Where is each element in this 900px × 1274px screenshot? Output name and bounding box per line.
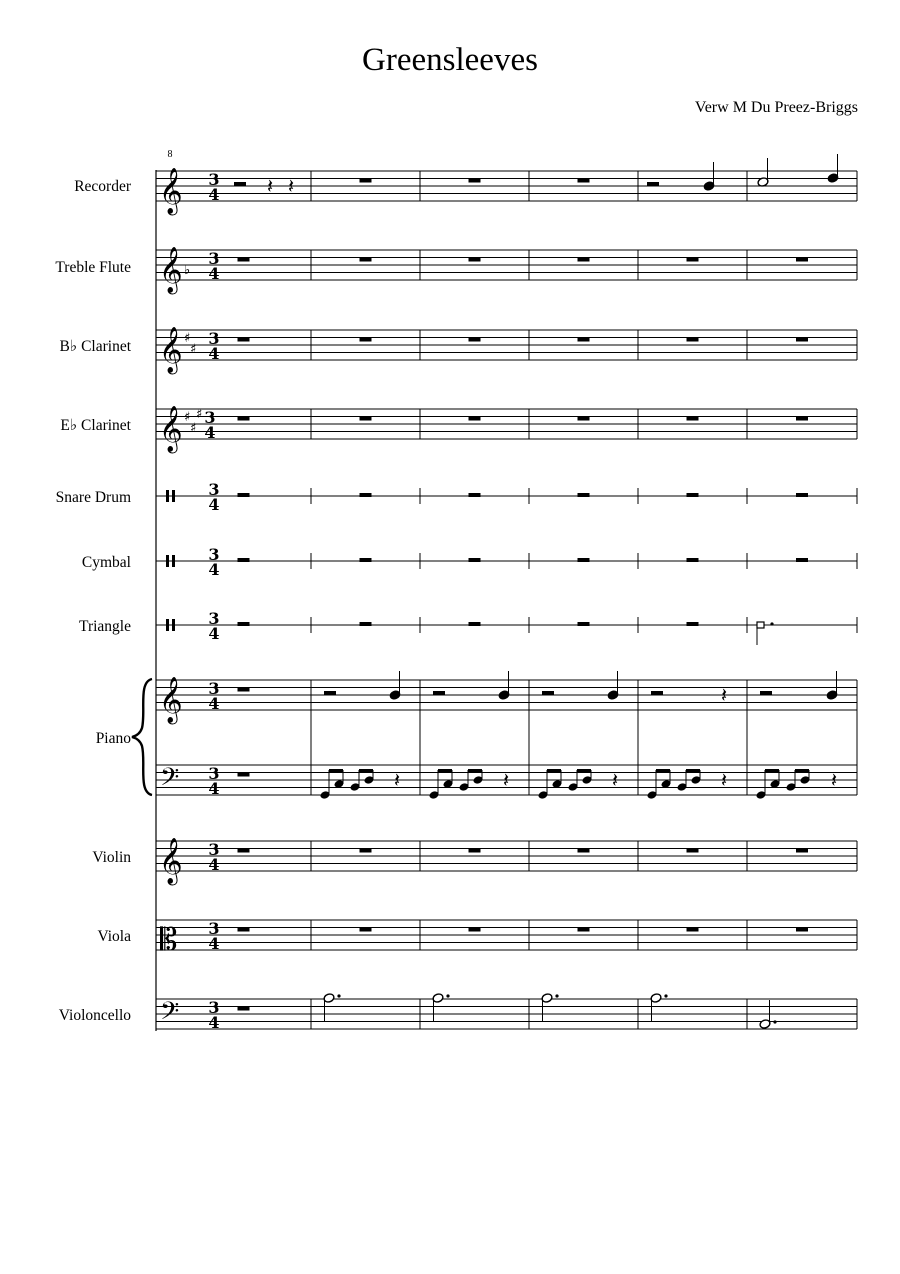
staff <box>156 327 857 375</box>
note-beam <box>329 769 343 772</box>
time-signature-numerator: 3 <box>208 170 220 189</box>
whole-rest <box>469 258 481 262</box>
staff <box>156 838 857 886</box>
whole-rest <box>687 928 699 932</box>
time-signature-numerator: 3 <box>208 329 220 348</box>
time-signature-denominator: 4 <box>204 423 216 442</box>
whole-rest <box>238 258 250 262</box>
whole-rest <box>796 493 808 497</box>
whole-rest <box>687 417 699 421</box>
whole-rest <box>469 417 481 421</box>
whole-rest <box>360 338 372 342</box>
whole-rest <box>578 417 590 421</box>
percussion-clef-icon <box>172 619 175 631</box>
staff-label-cymbal: Cymbal <box>81 554 131 571</box>
whole-rest <box>238 622 250 626</box>
piano-brace <box>132 679 152 795</box>
staff <box>156 919 857 958</box>
whole-rest <box>687 258 699 262</box>
whole-rest <box>238 773 250 777</box>
whole-rest <box>238 688 250 692</box>
whole-rest <box>796 928 808 932</box>
staff-label-snare-drum: Snare Drum <box>55 489 131 506</box>
staff-label-eb-clarinet: E♭ Clarinet <box>60 417 131 434</box>
time-signature-denominator: 4 <box>208 624 220 643</box>
whole-rest <box>360 622 372 626</box>
time-signature-numerator: 3 <box>208 249 220 268</box>
whole-rest <box>578 849 590 853</box>
augmentation-dot <box>664 994 667 997</box>
note-beam <box>468 769 482 772</box>
whole-rest <box>687 622 699 626</box>
treble-clef-icon: 𝄞 <box>159 677 183 723</box>
sharp-sign-icon: ♯ <box>184 331 191 346</box>
staff-label-piano: Piano <box>95 730 131 747</box>
time-signature-denominator: 4 <box>208 694 220 713</box>
whole-rest <box>238 417 250 421</box>
whole-rest <box>469 849 481 853</box>
time-signature-numerator: 3 <box>208 919 220 938</box>
staff-label-viola: Viola <box>97 928 131 945</box>
whole-rest <box>578 179 590 183</box>
time-signature-numerator: 3 <box>208 609 220 628</box>
note-beam <box>795 769 809 772</box>
whole-rest <box>469 928 481 932</box>
whole-rest <box>469 622 481 626</box>
quarter-rest: 𝄽 <box>721 768 728 792</box>
whole-rest <box>687 849 699 853</box>
note-head <box>757 622 764 628</box>
treble-clef-icon: 𝄞 <box>159 838 183 884</box>
composer-credit: Verw M Du Preez-Briggs <box>694 99 858 116</box>
whole-rest <box>360 179 372 183</box>
whole-rest <box>469 179 481 183</box>
percussion-clef-icon <box>166 555 169 567</box>
time-signature-denominator: 4 <box>208 779 220 798</box>
quarter-rest: 𝄽 <box>267 174 274 198</box>
whole-rest <box>796 258 808 262</box>
whole-rest <box>578 622 590 626</box>
half-rest <box>647 182 659 186</box>
whole-rest <box>360 558 372 562</box>
staff <box>156 677 857 725</box>
percussion-clef-icon <box>166 619 169 631</box>
whole-rest <box>469 338 481 342</box>
staff-label-recorder: Recorder <box>74 178 131 195</box>
time-signature-denominator: 4 <box>208 185 220 204</box>
augmentation-dot <box>555 994 558 997</box>
whole-rest <box>578 493 590 497</box>
whole-rest <box>578 338 590 342</box>
quarter-rest: 𝄽 <box>721 683 728 707</box>
whole-rest <box>687 558 699 562</box>
staves-layer <box>156 168 857 1032</box>
note-beam <box>656 769 670 772</box>
staff-label-triangle: Triangle <box>79 618 131 635</box>
sharp-sign-icon: ♯ <box>196 407 203 422</box>
half-rest <box>433 691 445 695</box>
time-signature-numerator: 3 <box>208 998 220 1017</box>
time-signature-denominator: 4 <box>208 344 220 363</box>
whole-rest <box>687 338 699 342</box>
staff <box>156 997 857 1032</box>
half-rest <box>760 691 772 695</box>
sharp-sign-icon: ♯ <box>184 410 191 425</box>
quarter-rest: 𝄽 <box>288 174 295 198</box>
time-signature-denominator: 4 <box>208 264 220 283</box>
note-beam <box>359 769 373 772</box>
quarter-rest: 𝄽 <box>612 768 619 792</box>
flat-sign-icon: ♭ <box>184 263 191 278</box>
time-signature-denominator: 4 <box>208 934 220 953</box>
augmentation-dot <box>770 622 773 625</box>
time-signature-numerator: 3 <box>204 408 216 427</box>
whole-rest <box>238 928 250 932</box>
whole-rest <box>238 558 250 562</box>
whole-rest <box>578 258 590 262</box>
whole-rest <box>238 493 250 497</box>
treble-clef-icon: 𝄞 <box>159 168 183 214</box>
half-rest <box>651 691 663 695</box>
whole-rest <box>238 338 250 342</box>
whole-rest <box>360 258 372 262</box>
quarter-rest: 𝄽 <box>394 768 401 792</box>
whole-rest <box>796 849 808 853</box>
whole-rest <box>360 417 372 421</box>
treble-clef-icon: 𝄞 <box>159 406 183 452</box>
time-signature-numerator: 3 <box>208 764 220 783</box>
note-beam <box>765 769 779 772</box>
staff <box>156 609 857 643</box>
treble-clef-icon: 𝄞 <box>159 327 183 373</box>
time-signature-denominator: 4 <box>208 495 220 514</box>
staff <box>156 247 857 295</box>
sharp-sign-icon: ♯ <box>190 421 197 436</box>
score-title: Greensleeves <box>362 42 538 78</box>
note-beam <box>686 769 700 772</box>
percussion-clef-icon <box>166 490 169 502</box>
staff <box>156 480 857 514</box>
alto-clef-icon: 𝄡 <box>160 922 178 958</box>
half-rest <box>542 691 554 695</box>
staff-label-treble-flute: Treble Flute <box>55 259 131 276</box>
note-beam <box>438 769 452 772</box>
ottava-mark: 8 <box>167 149 173 160</box>
time-signature-numerator: 3 <box>208 679 220 698</box>
whole-rest <box>578 928 590 932</box>
time-signature-denominator: 4 <box>208 855 220 874</box>
time-signature-denominator: 4 <box>208 560 220 579</box>
half-rest <box>234 182 246 186</box>
treble-clef-icon: 𝄞 <box>159 247 183 293</box>
whole-rest <box>360 849 372 853</box>
quarter-rest: 𝄽 <box>503 768 510 792</box>
whole-rest <box>796 558 808 562</box>
time-signature-denominator: 4 <box>208 1013 220 1032</box>
percussion-clef-icon <box>172 490 175 502</box>
sharp-sign-icon: ♯ <box>190 342 197 357</box>
whole-rest <box>469 493 481 497</box>
whole-rest <box>238 849 250 853</box>
time-signature-numerator: 3 <box>208 545 220 564</box>
staff <box>156 168 857 216</box>
bass-clef-icon: 𝄢 <box>160 763 180 798</box>
staff-label-violin: Violin <box>92 849 131 866</box>
whole-rest <box>469 558 481 562</box>
note-beam <box>577 769 591 772</box>
notes-layer <box>234 154 839 1029</box>
whole-rest <box>796 417 808 421</box>
time-signature-numerator: 3 <box>208 480 220 499</box>
staff-label-bb-clarinet: B♭ Clarinet <box>59 338 131 355</box>
staff-label-violoncello: Violoncello <box>58 1007 131 1024</box>
augmentation-dot <box>773 1020 776 1023</box>
whole-rest <box>578 558 590 562</box>
whole-rest <box>687 493 699 497</box>
whole-rest <box>360 493 372 497</box>
augmentation-dot <box>337 994 340 997</box>
whole-rest <box>360 928 372 932</box>
note-beam <box>547 769 561 772</box>
whole-rest <box>238 1007 250 1011</box>
percussion-clef-icon <box>172 555 175 567</box>
half-rest <box>324 691 336 695</box>
bass-clef-icon: 𝄢 <box>160 997 180 1032</box>
staff <box>156 406 857 454</box>
quarter-rest: 𝄽 <box>831 768 838 792</box>
augmentation-dot <box>446 994 449 997</box>
time-signature-numerator: 3 <box>208 840 220 859</box>
whole-rest <box>796 338 808 342</box>
staff <box>156 545 857 579</box>
